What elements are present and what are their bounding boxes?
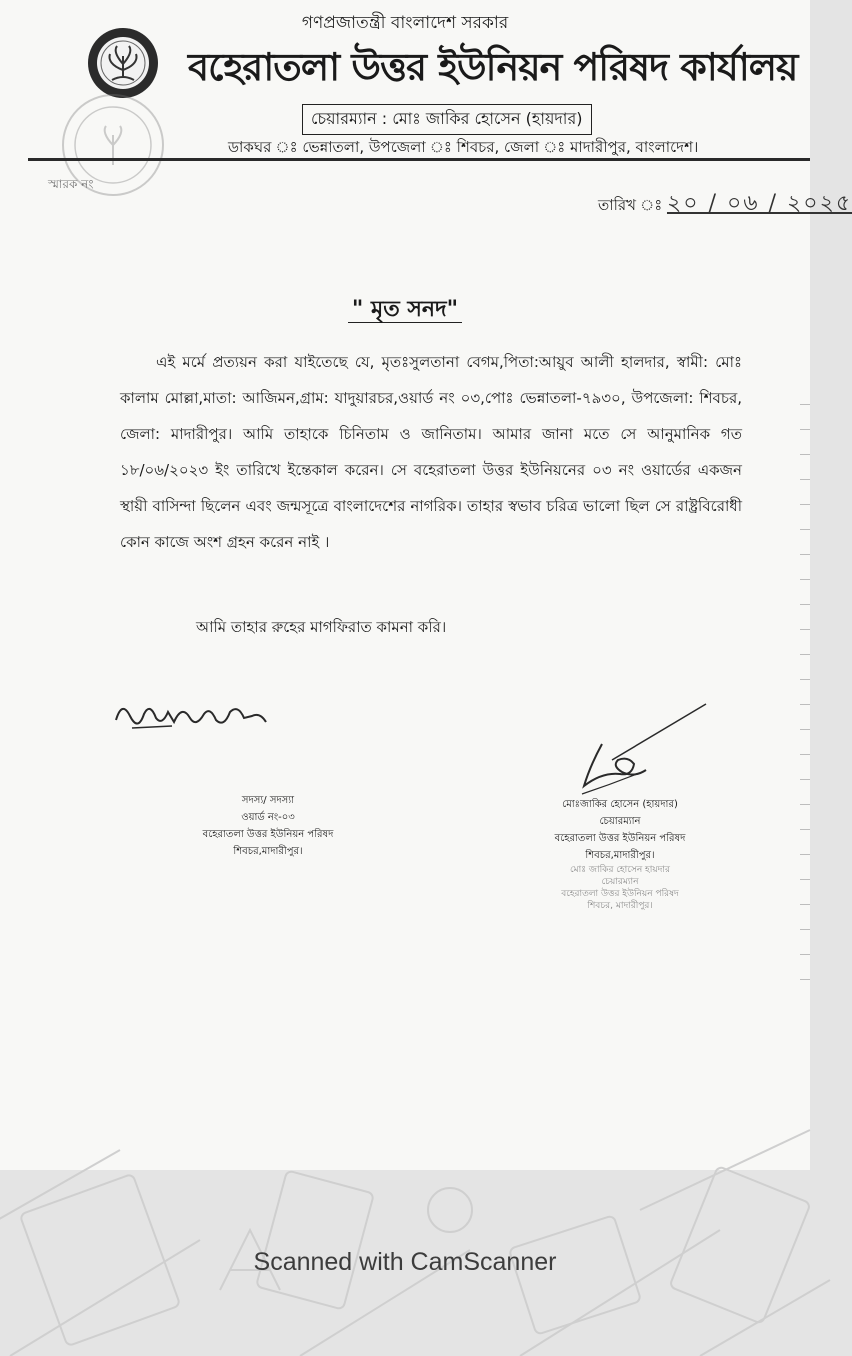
member-office: বহেরাতলা উত্তর ইউনিয়ন পরিষদ bbox=[202, 829, 334, 840]
member-ward: ওয়ার্ড নং-০৩ bbox=[241, 812, 295, 823]
stamp-line: মোঃ জাকির হোসেন হায়দার bbox=[570, 865, 670, 875]
certificate-title bbox=[0, 292, 810, 329]
chairman-signature-block bbox=[530, 796, 710, 912]
government-heading: গণপ্রজাতন্ত্রী বাংলাদেশ সরকার bbox=[301, 13, 509, 33]
chairman-office: বহেরাতলা উত্তর ইউনিয়ন পরিষদ bbox=[554, 833, 686, 844]
member-signature-block bbox=[178, 792, 358, 860]
date-line bbox=[598, 186, 852, 223]
office-address: ডাকঘর ঃ ভেন্নাতলা, উপজেলা ঃ শিবচর, জেলা ঃ মাদারীপুর, বাংলাদেশ। bbox=[228, 138, 699, 156]
stamp-line: শিবচর, মাদারীপুর। bbox=[587, 901, 653, 911]
camscanner-watermark: Scanned with CamScanner bbox=[253, 1248, 557, 1276]
member-role: সদস্য/ সদস্যা bbox=[241, 795, 295, 806]
office-title: বহেরাতলা উত্তর ইউনিয়ন পরিষদ কার্যালয় bbox=[188, 44, 798, 89]
member-signature bbox=[112, 692, 272, 736]
prayer-line: আমি তাহার রুহের মাগফিরাত কামনা করি। bbox=[196, 618, 447, 636]
date-label: তারিখ ঃ bbox=[598, 196, 663, 214]
stamp-line: চেয়ারম্যান bbox=[601, 877, 639, 887]
chairman-location: শিবচর,মাদারীপুর। bbox=[585, 850, 655, 861]
certificate-title-text: " মৃত সনদ" bbox=[348, 296, 462, 323]
chairman-signature bbox=[572, 700, 712, 800]
certificate-body: এই মর্মে প্রত্যয়ন করা যাইতেছে যে, মৃতঃসুলতানা বেগম,পিতা:আয়ুব আলী হালদার, স্বামী: মোঃ কালাম মোল্লা,মাতা: আজিমন,গ্রাম: যাদুয়ারচর,ওয়ার্ড নং ০৩,পোঃ ভেন্নাতলা-৭৯৩০, উপজেলা: শিবচর, জেলা: মাদারীপুর। আমি তাহাকে চিনিতাম ও জানিতাম। আমার জানা মতে সে আনুমানিক গত ১৮/০৬/২০২৩ ইং তারিখে ইন্তেকাল করেন। সে বহেরাতলা উত্তর ইউনিয়নের ০৩ নং ওয়ার্ডের একজন স্থায়ী বাসিন্দা ছিলেন এবং জন্মসূত্রে বাংলাদেশের নাগরিক। তাহার স্বভাব চরিত্র ভালো ছিল সে রাষ্ট্রবিরোধী কোন কাজে অংশ গ্রহন করেন নাই । bbox=[120, 353, 742, 551]
chairman-name: মোঃজাকির হোসেন (হায়দার) bbox=[562, 799, 678, 810]
header-divider bbox=[28, 158, 810, 161]
stamp-line: বহেরাতলা উত্তর ইউনিয়ন পরিষদ bbox=[561, 889, 679, 899]
chairman-role: চেয়ারম্যান bbox=[599, 816, 641, 827]
member-location: শিবচর,মাদারীপুর। bbox=[233, 846, 303, 857]
memo-number-label: স্মারক নং bbox=[48, 177, 94, 191]
notebook-edge bbox=[800, 380, 810, 980]
chairman-line: চেয়ারম্যান : মোঃ জাকির হোসেন (হায়দার) bbox=[302, 104, 592, 135]
date-value: ২০ / ০৬ / ২০২৫ bbox=[666, 191, 852, 216]
chairman-stamp bbox=[530, 864, 710, 912]
